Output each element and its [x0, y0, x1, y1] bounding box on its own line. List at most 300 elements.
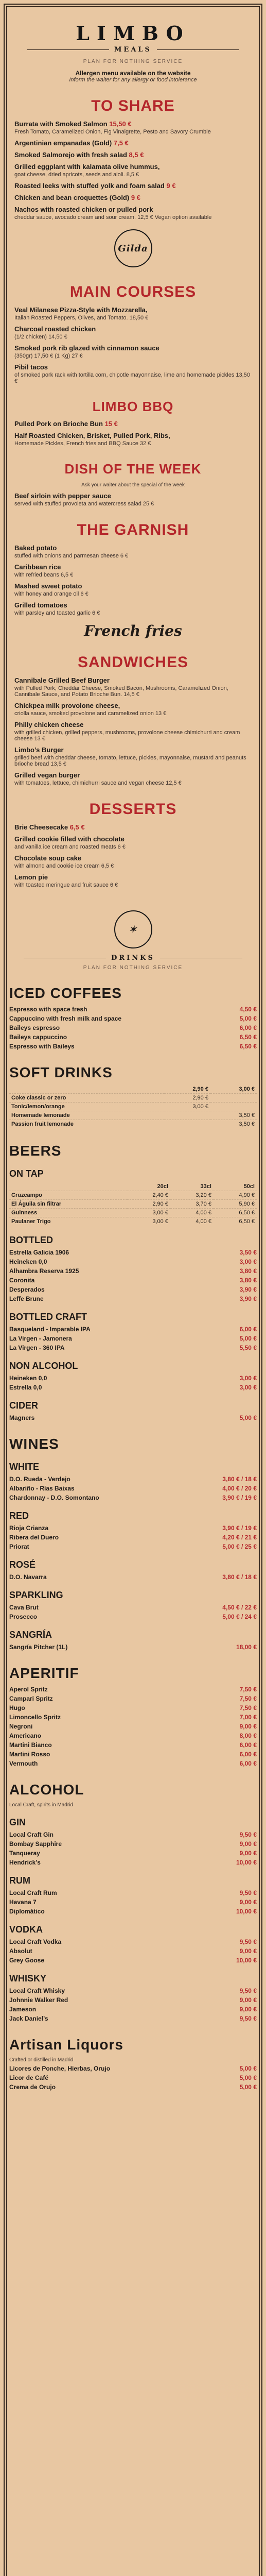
wine-name: Albariño - Rías Baixas — [9, 1485, 75, 1492]
drink-name: Negroni — [9, 1723, 33, 1730]
drink-price: 9,00 € — [239, 1840, 257, 1848]
drink-name: Jack Daniel’s — [9, 2015, 48, 2022]
table-row — [9, 1103, 257, 1111]
to-share-item — [14, 120, 252, 135]
drink-name: Alhambra Reserva 1925 — [9, 1267, 79, 1275]
wine-price: 4,20 € / 21 € — [222, 1534, 257, 1541]
item-desc: of smoked pork rack with tortilla corn, chipotle mayonnaise, lime and homemade pickles 13,50 € — [14, 372, 250, 384]
drink-price: 9,00 € — [239, 1947, 257, 1955]
drink-name: Aperol Spritz — [9, 1686, 48, 1693]
item-desc: with grilled chicken, grilled peppers, mushrooms, provolone cheese chimichurri and cream cheese 13 € — [14, 730, 240, 742]
item-name: Roasted leeks with stuffed yolk and foam salad — [14, 182, 165, 190]
item-desc: with refried beans 6,5 € — [14, 572, 74, 578]
to-share-item — [14, 163, 252, 178]
wine-name: Ribera del Duero — [9, 1534, 59, 1541]
drink-price: 5,00 € — [239, 1335, 257, 1342]
cell — [210, 1103, 257, 1111]
drink-row — [9, 2074, 257, 2081]
wine-row — [9, 1613, 257, 1620]
soft-drinks-title: SOFT DRINKS — [9, 1064, 113, 1080]
main-item — [14, 344, 252, 359]
cell: 3,70 € — [170, 1200, 214, 1209]
badge-text: Gilda — [118, 243, 148, 254]
header-cell — [9, 1182, 127, 1191]
drink-name: Local Craft Rum — [9, 1889, 57, 1896]
item-desc: with honey and orange oil 6 € — [14, 591, 88, 597]
drink-name: Local Craft Whisky — [9, 1987, 65, 1994]
drink-row — [9, 1732, 257, 1739]
garnish-item — [14, 563, 252, 578]
wine-price: 3,90 € / 19 € — [222, 1524, 257, 1532]
dessert-item — [14, 835, 252, 850]
dessert-item — [14, 854, 252, 869]
table-row — [9, 1111, 257, 1120]
cell: Passion fruit lemonade — [9, 1120, 164, 1129]
drink-name: Tanqueray — [9, 1850, 40, 1857]
drink-name: La Virgen - Jamonera — [9, 1335, 72, 1342]
drink-price: 6,50 € — [239, 1043, 257, 1050]
drink-price: 3,90 € — [239, 1295, 257, 1302]
drink-name: Desperados — [9, 1286, 45, 1293]
meals-title — [9, 46, 257, 54]
drink-row — [9, 1840, 257, 1848]
drinks-circle — [114, 910, 152, 948]
drink-name: Baileys espresso — [9, 1024, 60, 1031]
allergen-subnote: Inform the waiter for any allergy or food intolerance — [69, 77, 197, 83]
drink-row — [9, 1024, 257, 1031]
drink-price: 5,00 € — [239, 1015, 257, 1022]
item-name: Burrata with Smoked Salmon — [14, 120, 108, 128]
item-name: Half Roasted Chicken, Brisket, Pulled Pork, Ribs, — [14, 432, 170, 439]
cell — [164, 1120, 210, 1129]
table-row — [9, 1120, 257, 1129]
drink-price: 6,00 € — [239, 1024, 257, 1031]
drink-name: Bombay Sapphire — [9, 1840, 62, 1848]
item-name: Caribbean rice — [14, 563, 61, 571]
drink-row — [9, 2015, 257, 2022]
bbq-item — [14, 420, 252, 428]
cell: 3,00 € — [127, 1217, 170, 1226]
drink-row — [9, 1695, 257, 1702]
drink-price: 3,80 € — [239, 1277, 257, 1284]
drinks-header — [9, 909, 257, 971]
drink-price: 9,00 € — [239, 1723, 257, 1730]
alcohol-subtitle: Local Craft, spirits in Madrid — [9, 1802, 73, 1808]
item-price: 7,5 € — [113, 139, 129, 147]
meals-label: MEALS — [114, 46, 152, 54]
wine-name: Sangría Pitcher (1L) — [9, 1643, 68, 1651]
table-row — [9, 1191, 257, 1200]
item-name: Grilled cookie filled with chocolate — [14, 835, 125, 843]
drink-row — [9, 1344, 257, 1351]
bbq-item — [14, 432, 252, 447]
header-cell: 50cl — [243, 1183, 255, 1190]
drink-name: Licor de Café — [9, 2074, 49, 2081]
header-cell — [9, 1085, 164, 1094]
to-share-title: TO SHARE — [91, 97, 175, 114]
wine-price: 3,90 € / 19 € — [222, 1494, 257, 1501]
wine-name: Chardonnay - D.O. Somontano — [9, 1494, 99, 1501]
item-name: Charcoal roasted chicken — [14, 325, 96, 333]
divider-left — [27, 49, 109, 50]
item-name: Mashed sweet potato — [14, 582, 82, 590]
red-wines-title: RED — [9, 1511, 29, 1521]
drink-row — [9, 1277, 257, 1284]
iced-coffees-title: ICED COFFEES — [9, 985, 122, 1001]
drink-row — [9, 1850, 257, 1857]
drink-name: Hendrick’s — [9, 1859, 41, 1866]
wine-price: 3,80 € / 18 € — [222, 1476, 257, 1483]
drink-row — [9, 1006, 257, 1013]
cell: 3,50 € — [210, 1111, 257, 1120]
item-name: Philly chicken cheese — [14, 721, 84, 728]
drink-name: Vermouth — [9, 1760, 38, 1767]
drink-price: 5,00 € — [239, 2083, 257, 2091]
cell: 4,00 € — [170, 1217, 214, 1226]
drink-name: Local Craft Gin — [9, 1831, 54, 1838]
item-desc: and vanilla ice cream and roasted meats 6 € — [14, 844, 126, 850]
cell: Cruzcampo — [9, 1191, 127, 1200]
badge-circle — [114, 229, 152, 267]
item-desc: with almond and cookie ice cream 6,5 € — [14, 863, 114, 869]
drink-name: Diplomático — [9, 1908, 45, 1915]
table-header — [9, 1085, 257, 1094]
item-desc: Fresh Tomato, Caramelized Onion, Fig Vinaigrette, Pesto and Savory Crumble — [14, 129, 211, 135]
vodka-title: VODKA — [9, 1924, 43, 1935]
drink-row — [9, 1326, 257, 1333]
item-desc: goat cheese, dried apricots, seeds and aioli. 8,5 € — [14, 172, 139, 178]
drink-price: 3,90 € — [239, 1286, 257, 1293]
drink-row — [9, 1714, 257, 1721]
non-alcohol-title: NON ALCOHOL — [9, 1361, 78, 1371]
wine-name: D.O. Navarra — [9, 1573, 47, 1581]
white-wines-title: WHITE — [9, 1462, 39, 1472]
drink-row — [9, 1295, 257, 1302]
drink-price: 9,50 € — [239, 1987, 257, 1994]
cell: 3,50 € — [210, 1120, 257, 1129]
drink-name: Cappuccino with fresh milk and space — [9, 1015, 122, 1022]
beers-table — [9, 1182, 257, 1226]
drink-name: Absolut — [9, 1947, 32, 1955]
drink-row — [9, 1723, 257, 1730]
drink-name: Espresso with Baileys — [9, 1043, 75, 1050]
wine-name: Cava Brut — [9, 1604, 39, 1611]
item-name: Grilled tomatoes — [14, 601, 67, 609]
item-price: 15 € — [104, 420, 118, 428]
item-desc: (350gr) 17,50 € (1 Kg) 27 € — [14, 353, 83, 359]
sangria-title: SANGRÍA — [9, 1630, 52, 1640]
cider-title: CIDER — [9, 1400, 39, 1411]
drink-price: 5,00 € — [239, 2065, 257, 2072]
cell: Tonic/lemon/orange — [9, 1103, 164, 1111]
drink-row — [9, 1751, 257, 1758]
cell: Homemade lemonade — [9, 1111, 164, 1120]
item-name: Nachos with roasted chicken or pulled pork — [14, 206, 153, 213]
dish-week-title: DISH OF THE WEEK — [64, 461, 202, 477]
drink-name: Martini Bianco — [9, 1741, 52, 1749]
item-desc: Italian Roasted Peppers, Olives, and Tomato. 18,50 € — [14, 315, 149, 321]
cell: El Águila sin filtrar — [9, 1200, 127, 1209]
drink-name: Basqueland - Imparable IPA — [9, 1326, 91, 1333]
item-name: Chocolate soup cake — [14, 854, 82, 862]
table-row — [9, 1217, 257, 1226]
to-share-list — [9, 120, 257, 221]
drink-row — [9, 1899, 257, 1906]
aperitif-list — [9, 1686, 257, 1767]
drink-row — [9, 1414, 257, 1421]
drink-price: 7,50 € — [239, 1686, 257, 1693]
wine-row — [9, 1524, 257, 1532]
drink-price: 9,50 € — [239, 1889, 257, 1896]
item-desc: with parsley and toasted garlic 6 € — [14, 610, 100, 616]
garnish-item — [14, 601, 252, 616]
gin-title: GIN — [9, 1817, 26, 1827]
item-desc: Homemade Pickles, French fries and BBQ Sauce 32 € — [14, 440, 151, 447]
drink-price: 10,00 € — [236, 1859, 257, 1866]
drink-row — [9, 1741, 257, 1749]
table-header — [9, 1182, 257, 1191]
cell — [164, 1111, 210, 1120]
drink-row — [9, 1686, 257, 1693]
item-name: Beef sirloin with pepper sauce — [14, 492, 111, 500]
drink-name: Estrella Galicia 1906 — [9, 1249, 69, 1256]
header-cell: 3,00 € — [239, 1086, 255, 1092]
bottled-craft-title: BOTTLED CRAFT — [9, 1312, 87, 1322]
cell — [210, 1094, 257, 1103]
drink-row — [9, 1033, 257, 1041]
desserts-title: DESSERTS — [89, 801, 177, 818]
drink-row — [9, 1258, 257, 1265]
drink-name: Havana 7 — [9, 1899, 37, 1906]
drink-row — [9, 1831, 257, 1838]
drink-row — [9, 1384, 257, 1391]
cell: Coke classic or zero — [9, 1094, 164, 1103]
drink-price: 8,00 € — [239, 1732, 257, 1739]
wine-row — [9, 1494, 257, 1501]
item-desc: served with stuffed provoleta and watercress salad 25 € — [14, 501, 154, 507]
drink-name: Licores de Ponche, Hierbas, Orujo — [9, 2065, 111, 2072]
drink-name: Leffe Brune — [9, 1295, 44, 1302]
drink-price: 7,50 € — [239, 1704, 257, 1711]
wine-price: 5,00 € / 25 € — [222, 1543, 257, 1550]
drink-row — [9, 2065, 257, 2072]
cell: 3,20 € — [170, 1191, 214, 1200]
wine-row — [9, 1573, 257, 1581]
table-row — [9, 1200, 257, 1209]
drink-price: 3,80 € — [239, 1267, 257, 1275]
wine-price: 18,00 € — [236, 1643, 257, 1651]
drink-name: Coronita — [9, 1277, 35, 1284]
drink-price: 6,00 € — [239, 1326, 257, 1333]
main-item — [14, 363, 252, 384]
main-courses-title: MAIN COURSES — [69, 283, 197, 300]
dessert-item — [14, 873, 252, 888]
drink-name: Campari Spritz — [9, 1695, 53, 1702]
drink-name: Jameson — [9, 2006, 37, 2013]
item-name: Pibil tacos — [14, 363, 48, 371]
sandwich-item — [14, 771, 252, 786]
item-name: Cannibale Grilled Beef Burger — [14, 676, 110, 684]
drink-price: 5,50 € — [239, 1344, 257, 1351]
drink-row — [9, 1957, 257, 1964]
drink-price: 7,50 € — [239, 1695, 257, 1702]
drink-row — [9, 1249, 257, 1256]
drink-name: Estrella 0,0 — [9, 1384, 42, 1391]
drinks-badge — [102, 909, 164, 950]
drink-row — [9, 1015, 257, 1022]
drink-name: Local Craft Vodka — [9, 1938, 62, 1945]
drink-row — [9, 1704, 257, 1711]
dish-week-subtitle: Ask your waiter about the special of the week — [81, 482, 185, 488]
drink-name: Magners — [9, 1414, 35, 1421]
drink-price: 6,00 € — [239, 1760, 257, 1767]
drink-price: 9,00 € — [239, 1899, 257, 1906]
drink-row — [9, 1375, 257, 1382]
drink-name: Baileys cappuccino — [9, 1033, 67, 1041]
item-desc: grilled beef with cheddar cheese, tomato, lettuce, pickles, mayonnaise, mustard and peanuts brioche bread 13,5 € — [14, 755, 246, 767]
cell: 2,90 € — [127, 1200, 170, 1209]
drink-price: 9,50 € — [239, 1938, 257, 1945]
craft-list — [9, 1326, 257, 1351]
item-price: 9 € — [166, 182, 176, 190]
drink-price: 9,00 € — [239, 2006, 257, 2013]
cell: 6,50 € — [214, 1217, 257, 1226]
item-price: 9 € — [131, 194, 140, 201]
wine-row — [9, 1534, 257, 1541]
drink-row — [9, 1889, 257, 1896]
item-name: Argentinian empanadas (Gold) — [14, 139, 112, 147]
item-name: Smoked pork rib glazed with cinnamon sauce — [14, 344, 159, 352]
wines-title: WINES — [9, 1436, 59, 1452]
soft-drinks-table — [9, 1085, 257, 1128]
item-name: Baked potato — [14, 544, 57, 552]
artisan-title: Artisan Liquors — [9, 2037, 123, 2053]
drink-row — [9, 1908, 257, 1915]
whisky-title: WHISKY — [9, 1973, 46, 1984]
drink-name: Heineken 0,0 — [9, 1375, 47, 1382]
drink-name: Grey Goose — [9, 1957, 45, 1964]
drink-price: 3,00 € — [239, 1384, 257, 1391]
drink-name: Crema de Orujo — [9, 2083, 56, 2091]
garnish-item — [14, 544, 252, 559]
item-price: 15,50 € — [109, 120, 132, 128]
rose-wines-title: ROSÉ — [9, 1560, 36, 1570]
cell: 3,00 € — [164, 1103, 210, 1111]
drink-name: Espresso with space fresh — [9, 1006, 87, 1013]
drink-row — [9, 1335, 257, 1342]
cell: Guinness — [9, 1209, 127, 1217]
drink-name: Limoncello Spritz — [9, 1714, 61, 1721]
drink-price: 9,50 € — [239, 1831, 257, 1838]
drink-name: Hugo — [9, 1704, 25, 1711]
wine-name: D.O. Rueda - Verdejo — [9, 1476, 70, 1483]
aperitif-title: APERITIF — [9, 1665, 79, 1681]
drinks-label-text: DRINKS — [111, 954, 155, 962]
drink-name: Martini Rosso — [9, 1751, 50, 1758]
item-price: 8,5 € — [129, 151, 144, 159]
drinks-title — [9, 954, 257, 962]
drink-row — [9, 2083, 257, 2091]
header-cell: 20cl — [157, 1183, 168, 1190]
gilda-badge — [102, 228, 164, 269]
drink-row — [9, 2006, 257, 2013]
table-row — [9, 1094, 257, 1103]
wine-row — [9, 1643, 257, 1651]
bbq-title: LIMBO BBQ — [92, 399, 174, 414]
wine-row — [9, 1485, 257, 1492]
drink-price: 4,50 € — [239, 1006, 257, 1013]
drink-price: 3,50 € — [239, 1249, 257, 1256]
wine-price: 4,00 € / 20 € — [222, 1485, 257, 1492]
drink-row — [9, 1286, 257, 1293]
drinks-tagline: PLAN FOR NOTHING SERVICE — [83, 965, 183, 971]
header-cell: 2,90 € — [192, 1086, 208, 1092]
drink-row — [9, 1947, 257, 1955]
divider-right — [157, 49, 239, 50]
main-item — [14, 306, 252, 321]
item-price: 6,5 € — [69, 823, 85, 831]
drink-row — [9, 1996, 257, 2004]
menu-content — [9, 9, 257, 2576]
artisan-desc: Crafted or distilled in Madrid — [9, 2057, 74, 2063]
to-share-item — [14, 139, 252, 147]
logo: LIMBO — [76, 22, 190, 45]
beers-title: BEERS — [9, 1143, 62, 1159]
drink-name: Heineken 0,0 — [9, 1258, 47, 1265]
table-row — [9, 1209, 257, 1217]
drink-row — [9, 1938, 257, 1945]
wine-price: 4,50 € / 22 € — [222, 1604, 257, 1611]
non-alcohol-list — [9, 1375, 257, 1391]
drink-price: 6,50 € — [239, 1033, 257, 1041]
drink-price: 5,00 € — [239, 2074, 257, 2081]
sandwich-item — [14, 746, 252, 767]
cell: 6,50 € — [214, 1209, 257, 1217]
item-desc: stuffed with onions and parmesan cheese 6 € — [14, 553, 129, 559]
item-name: Chicken and bean croquettes (Gold) — [14, 194, 130, 201]
bottled-title: BOTTLED — [9, 1235, 53, 1245]
drink-row — [9, 1267, 257, 1275]
drink-price: 3,00 € — [239, 1258, 257, 1265]
drink-row — [9, 1043, 257, 1050]
drink-row — [9, 1859, 257, 1866]
drink-row — [9, 1987, 257, 1994]
rum-title: RUM — [9, 1875, 30, 1886]
drink-row — [9, 1760, 257, 1767]
item-desc: cheddar sauce, avocado cream and sour cream. 12,5 € Vegan option available — [14, 214, 212, 221]
sparkling-title: SPARKLING — [9, 1590, 63, 1600]
iced-coffees-list — [9, 1006, 257, 1050]
cell: Paulaner Trigo — [9, 1217, 127, 1226]
drink-price: 10,00 € — [236, 1957, 257, 1964]
drink-name: La Virgen - 360 IPA — [9, 1344, 65, 1351]
item-name: Lemon pie — [14, 873, 48, 881]
item-desc: with toasted meringue and fruit sauce 6 € — [14, 882, 118, 888]
cell: 2,40 € — [127, 1191, 170, 1200]
wine-name: Prosecco — [9, 1613, 38, 1620]
sandwich-item — [14, 676, 252, 698]
main-item — [14, 325, 252, 340]
drink-price: 7,00 € — [239, 1714, 257, 1721]
wine-row — [9, 1543, 257, 1550]
header-cell: 33cl — [200, 1183, 211, 1190]
bottled-list — [9, 1249, 257, 1302]
item-desc: criolla sauce, smoked provolone and caramelized onion 13 € — [14, 710, 167, 717]
alcohol-title: ALCOHOL — [9, 1782, 84, 1798]
drink-price: 6,00 € — [239, 1751, 257, 1758]
drink-price: 9,50 € — [239, 2015, 257, 2022]
cell: 4,90 € — [214, 1191, 257, 1200]
